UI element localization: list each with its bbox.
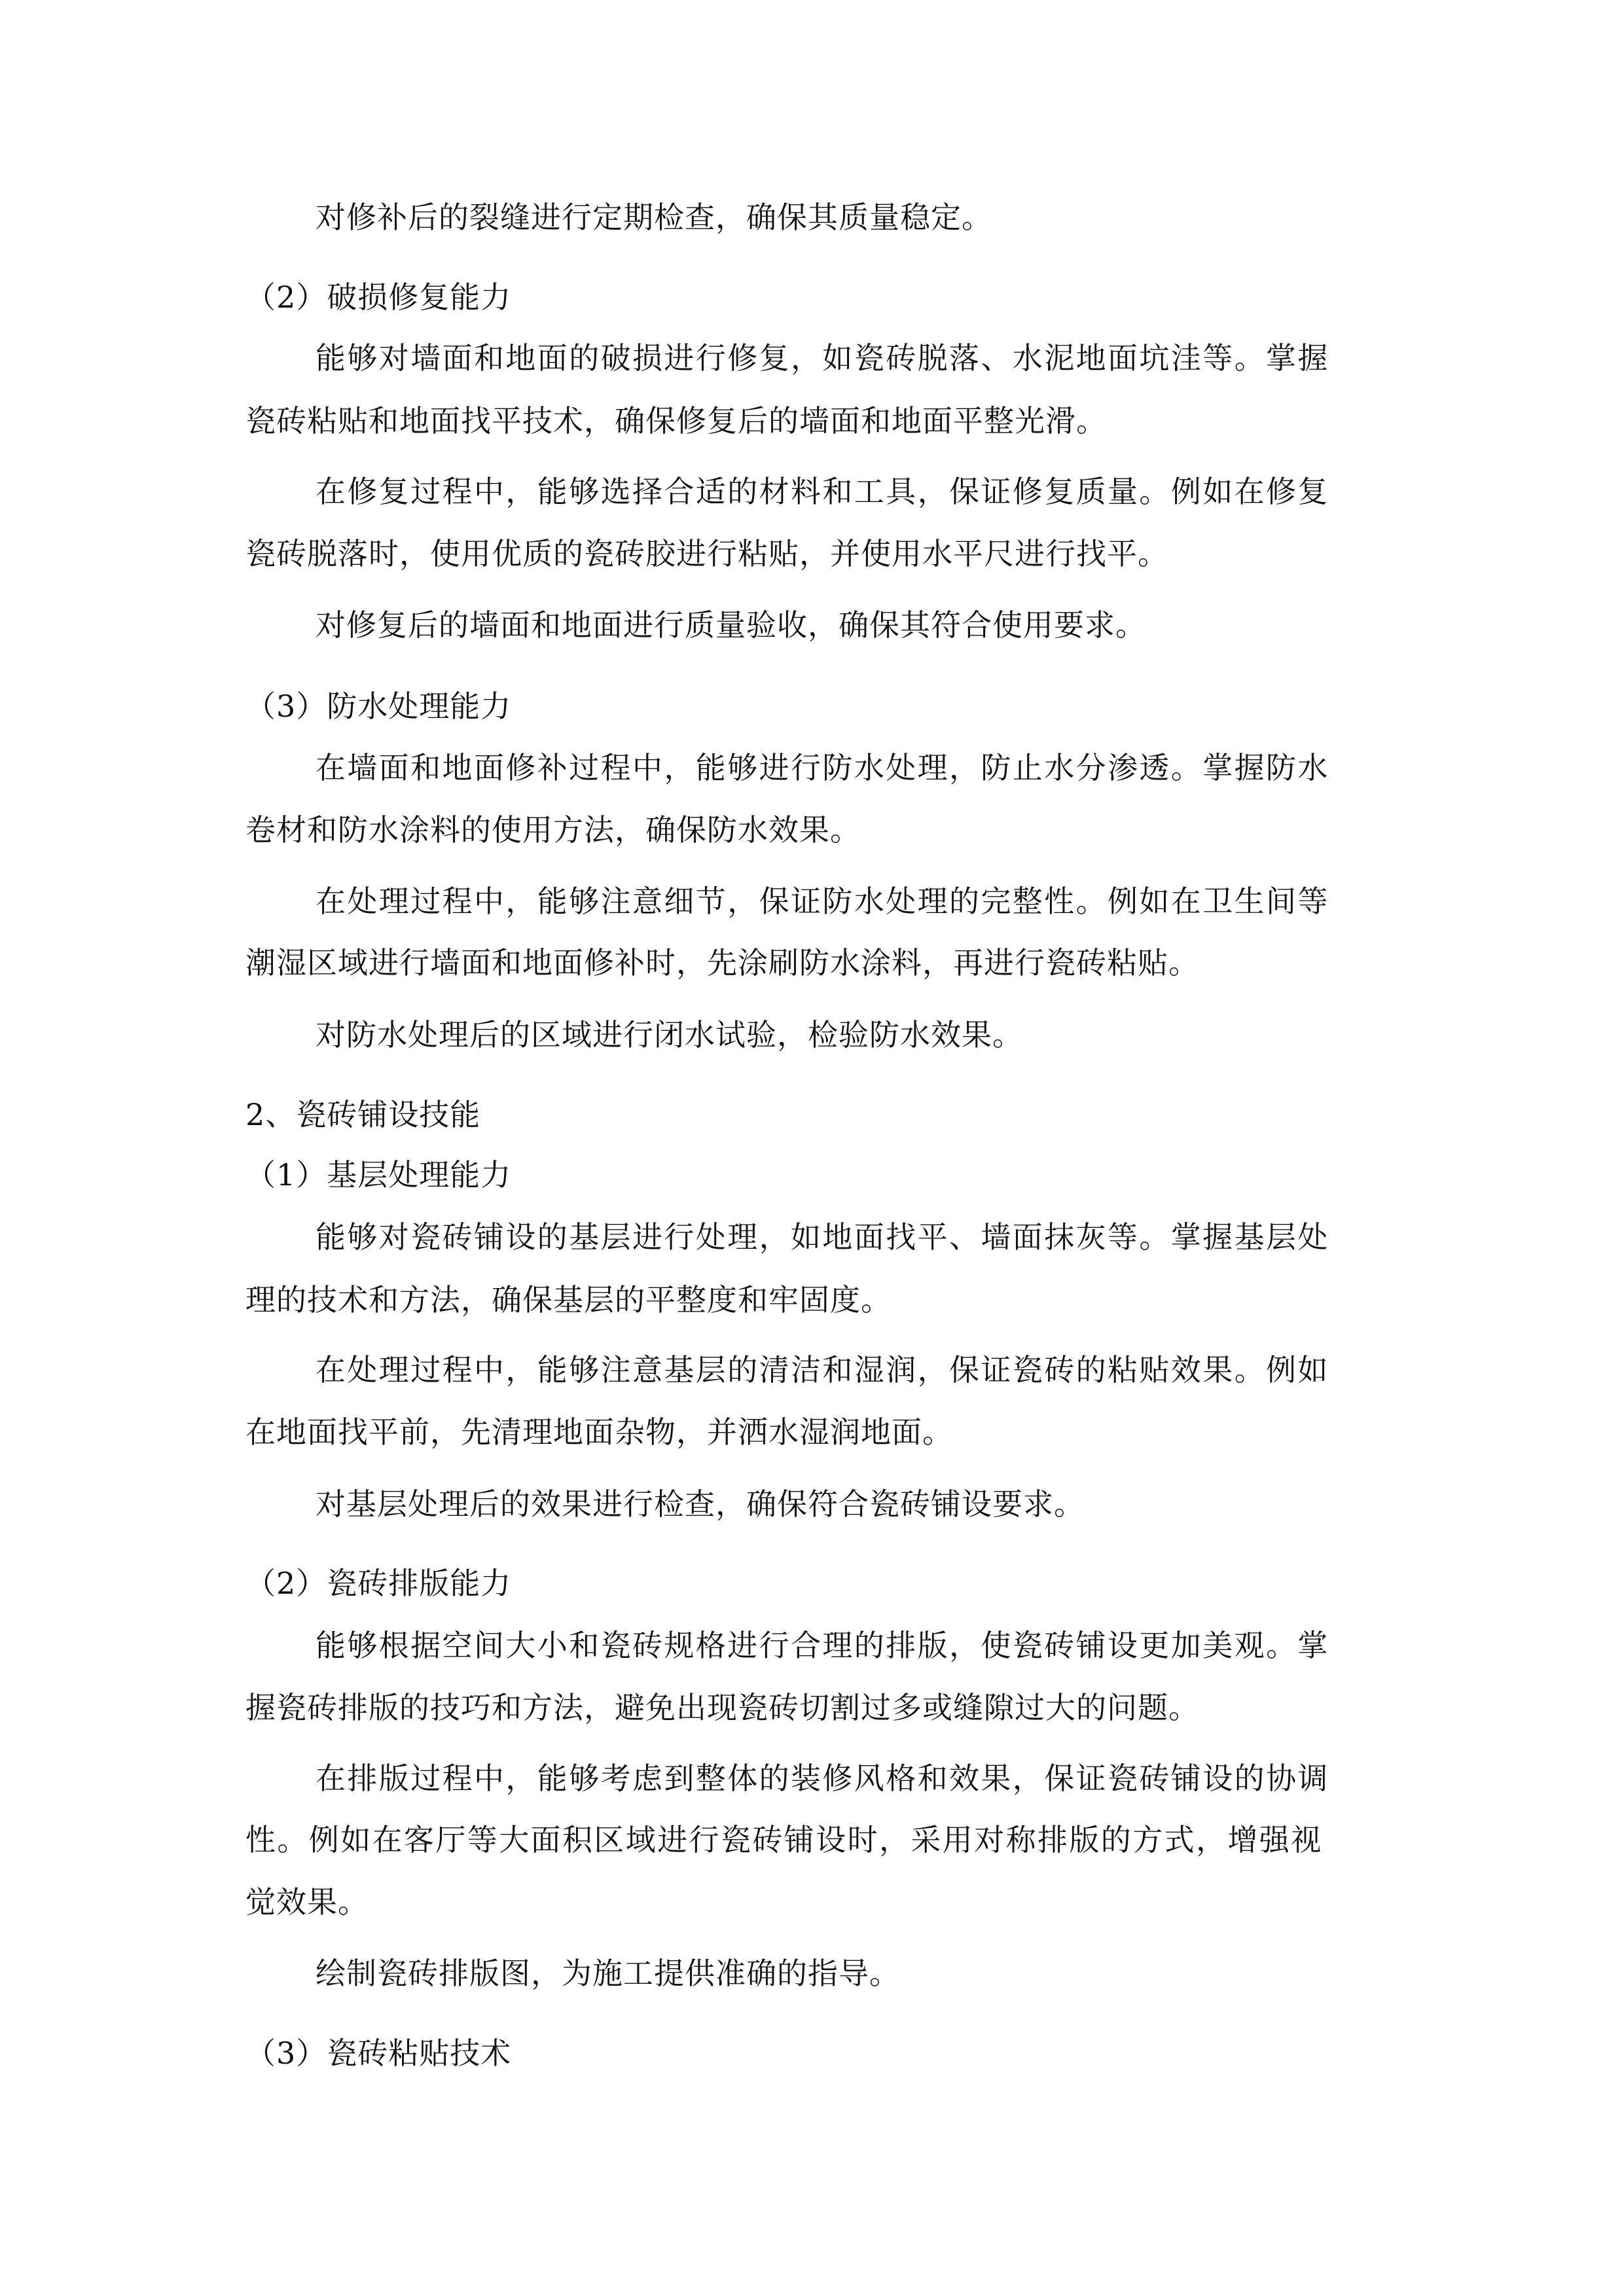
paragraph-line: 能够根据空间大小和瓷砖规格进行合理的排版，使瓷砖铺设更加美观。掌 — [316, 1628, 1329, 1663]
section-heading: （1）基层处理能力 — [245, 1157, 512, 1193]
paragraph-line: 潮湿区域进行墙面和地面修补时，先涂刷防水涂料，再进行瓷砖粘贴。 — [245, 945, 1199, 980]
paragraph-line: 性。例如在客厅等大面积区域进行瓷砖铺设时，采用对称排版的方式，增强视 — [245, 1822, 1323, 1857]
paragraph-line: 在修复过程中，能够选择合适的材料和工具，保证修复质量。例如在修复 — [316, 474, 1329, 509]
paragraph-line: 瓷砖粘贴和地面找平技术，确保修复后的墙面和地面平整光滑。 — [245, 403, 1107, 439]
paragraph-line: 握瓷砖排版的技巧和方法，避免出现瓷砖切割过多或缝隙过大的问题。 — [245, 1690, 1199, 1725]
paragraph-line: 卷材和防水涂料的使用方法，确保防水效果。 — [245, 812, 861, 848]
paragraph-line: 对修补后的裂缝进行定期检查，确保其质量稳定。 — [316, 200, 992, 235]
paragraph-line: 对防水处理后的区域进行闭水试验，检验防水效果。 — [316, 1017, 1023, 1052]
paragraph-line: 对基层处理后的效果进行检查，确保符合瓷砖铺设要求。 — [316, 1486, 1085, 1522]
section-heading: （3）防水处理能力 — [245, 689, 512, 724]
chapter-heading: 2、瓷砖铺设技能 — [245, 1097, 481, 1132]
paragraph-line: 绘制瓷砖排版图，为施工提供准确的指导。 — [316, 1956, 900, 1991]
paragraph-line: 在处理过程中，能够注意基层的清洁和湿润，保证瓷砖的粘贴效果。例如 — [316, 1352, 1329, 1388]
section-heading: （2）破损修复能力 — [245, 279, 512, 315]
paragraph-line: 对修复后的墙面和地面进行质量验收，确保其符合使用要求。 — [316, 607, 1146, 643]
paragraph-line: 能够对瓷砖铺设的基层进行处理，如地面找平、墙面抹灰等。掌握基层处 — [316, 1219, 1329, 1255]
paragraph-line: 在处理过程中，能够注意细节，保证防水处理的完整性。例如在卫生间等 — [316, 884, 1329, 919]
paragraph-line: 觉效果。 — [245, 1884, 369, 1920]
paragraph-line: 理的技术和方法，确保基层的平整度和牢固度。 — [245, 1282, 892, 1318]
paragraph-line: 在地面找平前，先清理地面杂物，并洒水湿润地面。 — [245, 1414, 953, 1450]
paragraph-line: 能够对墙面和地面的破损进行修复，如瓷砖脱落、水泥地面坑洼等。掌握 — [316, 340, 1329, 376]
paragraph-line: 在排版过程中，能够考虑到整体的装修风格和效果，保证瓷砖铺设的协调 — [316, 1761, 1329, 1796]
section-heading: （2）瓷砖排版能力 — [245, 1566, 512, 1601]
section-heading: （3）瓷砖粘贴技术 — [245, 2036, 512, 2071]
paragraph-line: 在墙面和地面修补过程中，能够进行防水处理，防止水分渗透。掌握防水 — [316, 750, 1329, 785]
paragraph-line: 瓷砖脱落时，使用优质的瓷砖胶进行粘贴，并使用水平尺进行找平。 — [245, 536, 1168, 571]
